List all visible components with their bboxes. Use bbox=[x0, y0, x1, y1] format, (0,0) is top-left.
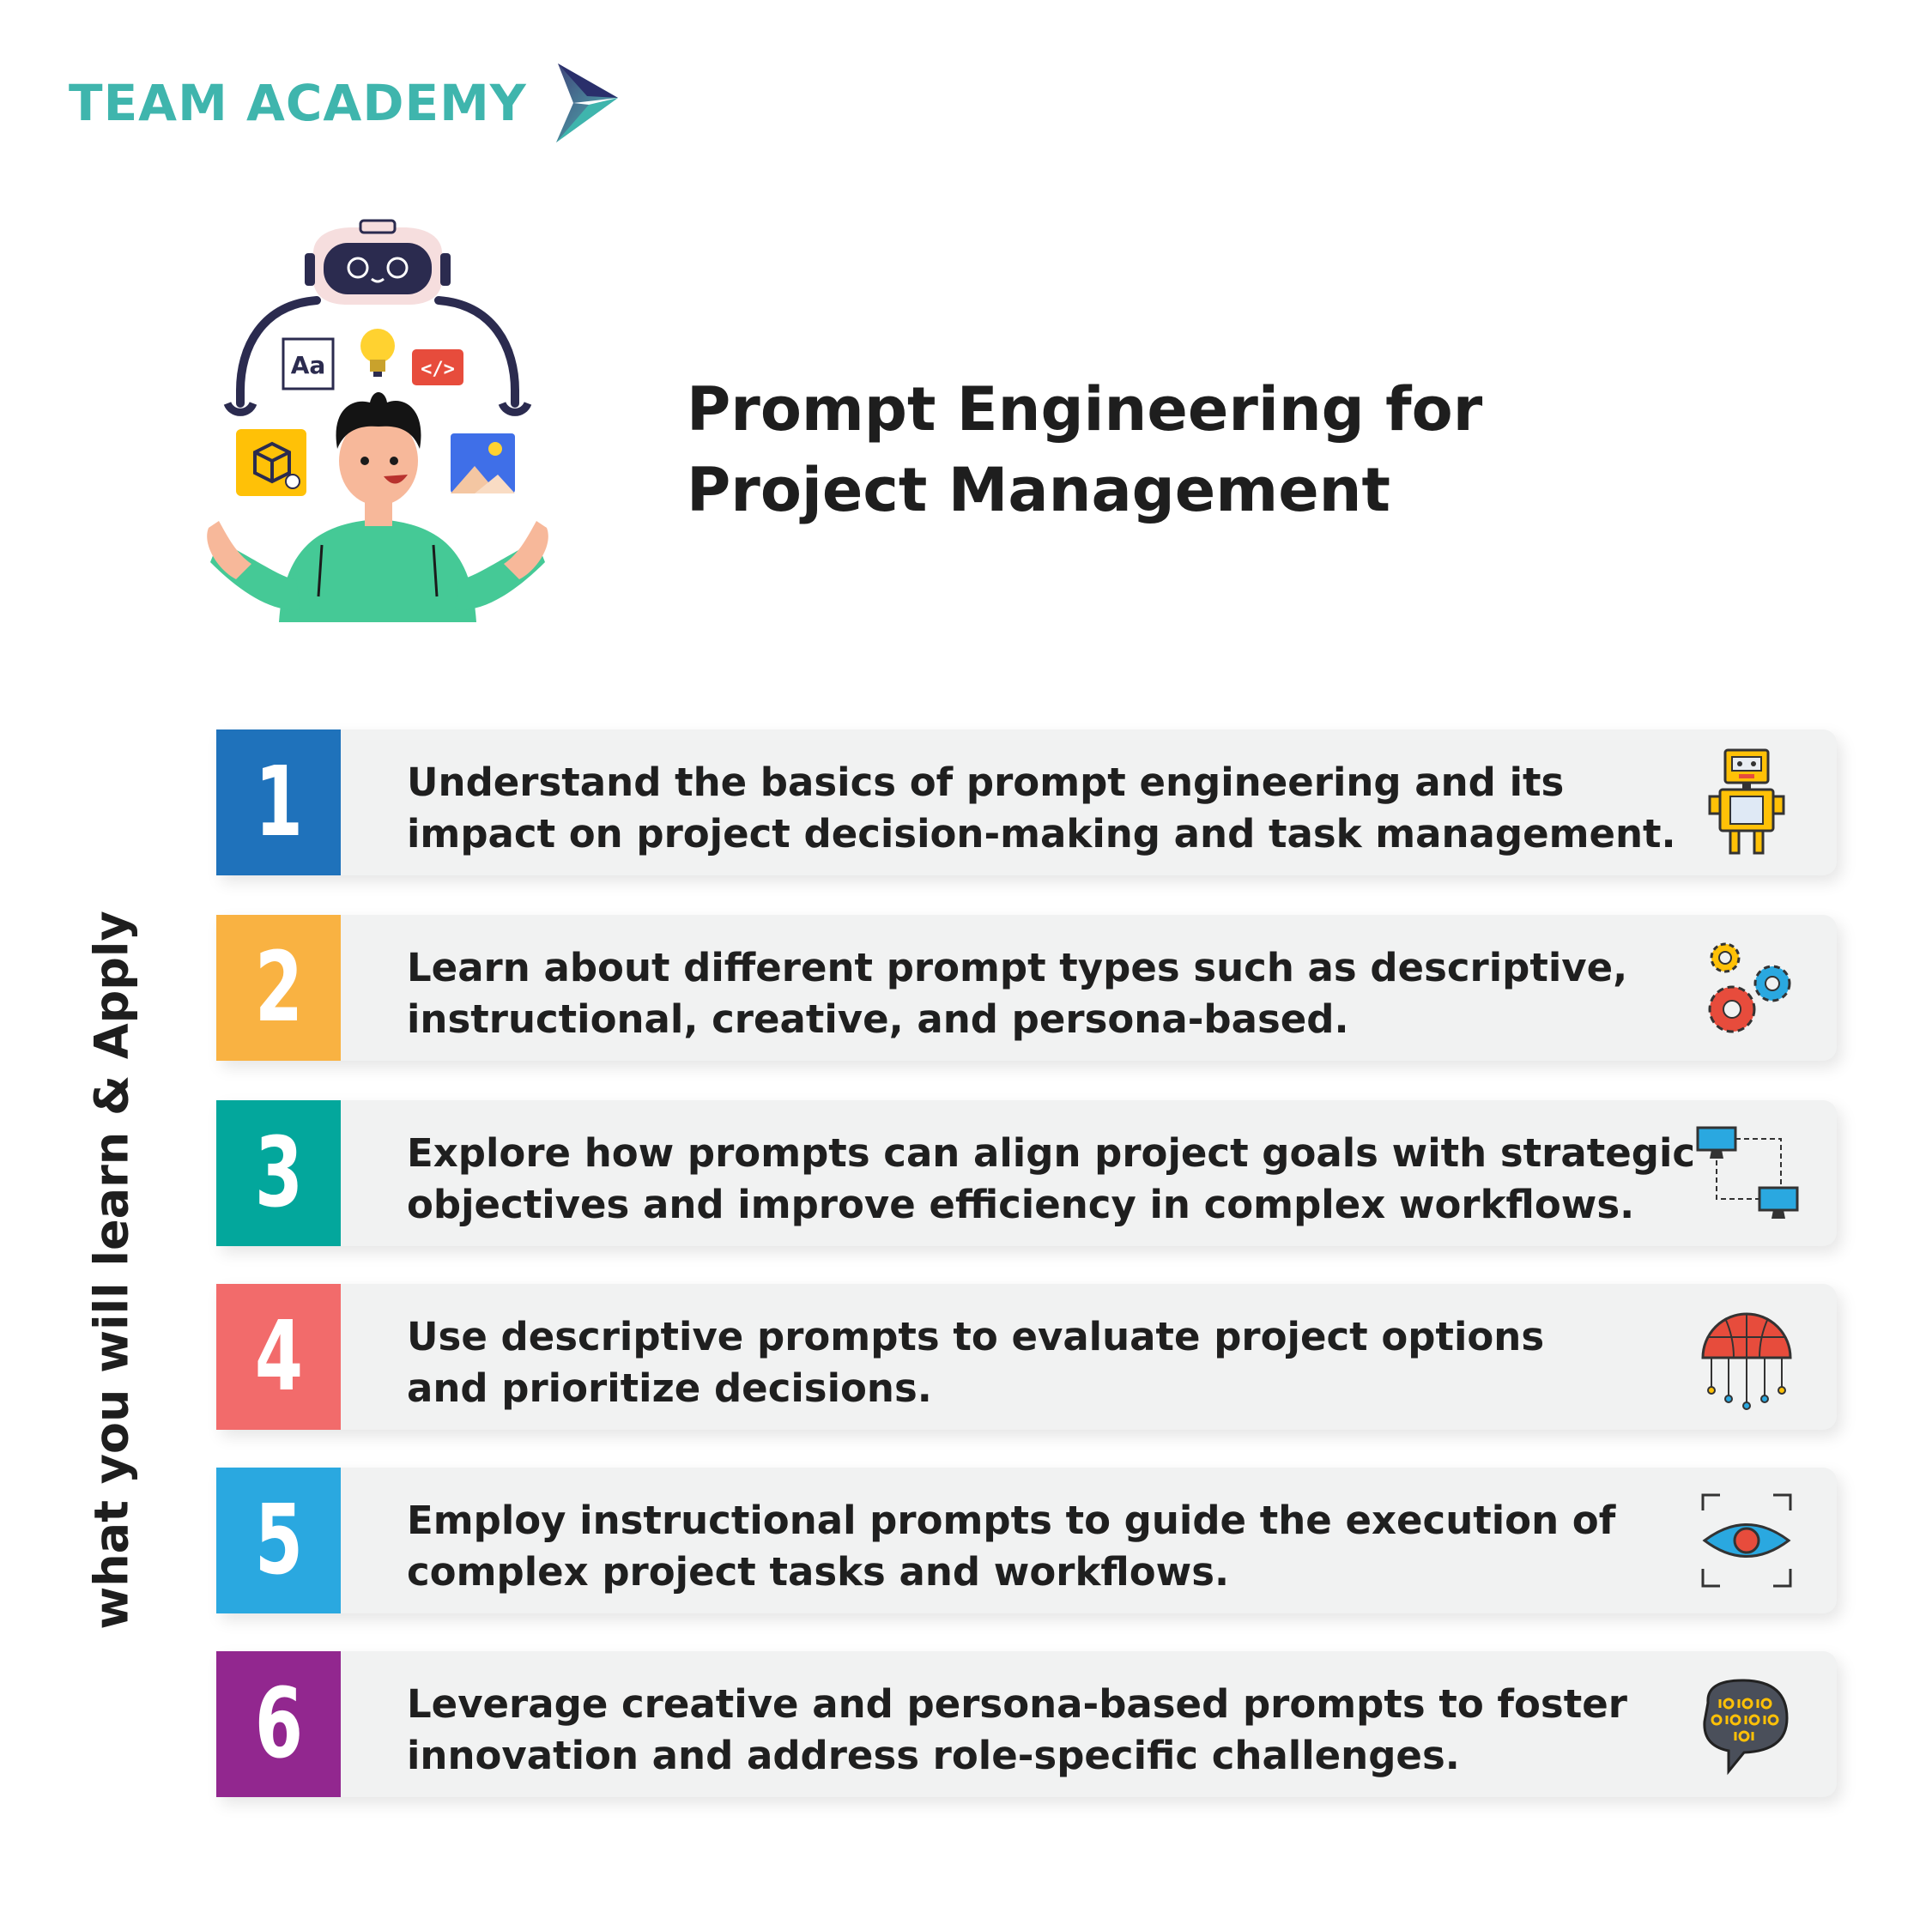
number-4: 4 bbox=[254, 1301, 303, 1413]
item-5-line-1: Employ instructional prompts to guide the execution of bbox=[407, 1498, 1616, 1543]
list-item-1 bbox=[216, 729, 1837, 875]
list-item-6 bbox=[216, 1651, 1837, 1797]
person-illustration bbox=[207, 392, 548, 622]
font-card-label: Aa bbox=[290, 351, 326, 379]
item-text-4 bbox=[407, 1311, 1651, 1414]
number-3: 3 bbox=[254, 1117, 303, 1229]
robot-head-icon bbox=[305, 221, 451, 305]
item-text-3 bbox=[407, 1128, 1696, 1231]
item-6-line-2: innovation and address role-specific challenges. bbox=[407, 1733, 1460, 1778]
list-item-4 bbox=[216, 1284, 1837, 1430]
item-6-line-1: Leverage creative and persona-based prompts to foster bbox=[407, 1681, 1627, 1727]
list-item-5 bbox=[216, 1468, 1837, 1613]
title-line-1: Prompt Engineering for bbox=[687, 374, 1483, 445]
arrow-logo-icon bbox=[539, 60, 625, 146]
robot-icon bbox=[1691, 747, 1802, 858]
side-label bbox=[77, 910, 146, 1631]
number-badge-6 bbox=[216, 1651, 341, 1797]
item-text-5 bbox=[407, 1495, 1651, 1598]
font-card-icon bbox=[283, 339, 333, 389]
item-5-line-2: complex project tasks and workflows. bbox=[407, 1549, 1230, 1595]
item-2-line-1: Learn about different prompt types such as descriptive, bbox=[407, 945, 1628, 990]
number-badge-4 bbox=[216, 1284, 341, 1430]
brand-logo bbox=[69, 51, 625, 154]
item-2-line-2: instructional, creative, and persona-based. bbox=[407, 996, 1349, 1042]
item-4-line-1: Use descriptive prompts to evaluate project options bbox=[407, 1314, 1545, 1359]
item-3-line-1: Explore how prompts can align project goals with strategic bbox=[407, 1130, 1696, 1176]
image-card-icon bbox=[451, 433, 515, 493]
number-6: 6 bbox=[254, 1668, 303, 1780]
item-text-2 bbox=[407, 942, 1651, 1045]
number-2: 2 bbox=[254, 932, 303, 1044]
list-item-2 bbox=[216, 915, 1837, 1061]
ai-assistant-illustration bbox=[202, 219, 554, 622]
item-1-line-2: impact on project decision-making and task management. bbox=[407, 811, 1676, 857]
title-line-2: Project Management bbox=[687, 455, 1390, 525]
number-badge-3 bbox=[216, 1100, 341, 1246]
brand-name: TEAM ACADEMY bbox=[69, 74, 527, 132]
number-badge-1 bbox=[216, 729, 341, 875]
number-badge-2 bbox=[216, 915, 341, 1061]
item-text-6 bbox=[407, 1679, 1651, 1782]
item-text-1 bbox=[407, 757, 1676, 860]
number-badge-5 bbox=[216, 1468, 341, 1613]
connected-computers-icon bbox=[1691, 1117, 1802, 1229]
gears-icon bbox=[1691, 932, 1802, 1044]
lightbulb-icon bbox=[360, 329, 395, 377]
list-item-3 bbox=[216, 1100, 1837, 1246]
eye-scan-icon bbox=[1691, 1485, 1802, 1596]
number-5: 5 bbox=[254, 1485, 303, 1596]
cube-card-icon bbox=[236, 429, 306, 496]
number-1: 1 bbox=[254, 747, 303, 858]
item-4-line-2: and prioritize decisions. bbox=[407, 1365, 932, 1411]
side-label-text: what you will learn & Apply bbox=[84, 911, 139, 1630]
code-card-icon bbox=[412, 349, 463, 385]
item-3-line-2: objectives and improve efficiency in complex workflows. bbox=[407, 1182, 1635, 1227]
binary-speech-bubble-icon bbox=[1691, 1668, 1802, 1780]
page-title bbox=[687, 369, 1674, 530]
item-1-line-1: Understand the basics of prompt engineering and its bbox=[407, 760, 1565, 805]
code-card-label: </> bbox=[421, 359, 455, 380]
global-network-icon bbox=[1691, 1301, 1802, 1413]
